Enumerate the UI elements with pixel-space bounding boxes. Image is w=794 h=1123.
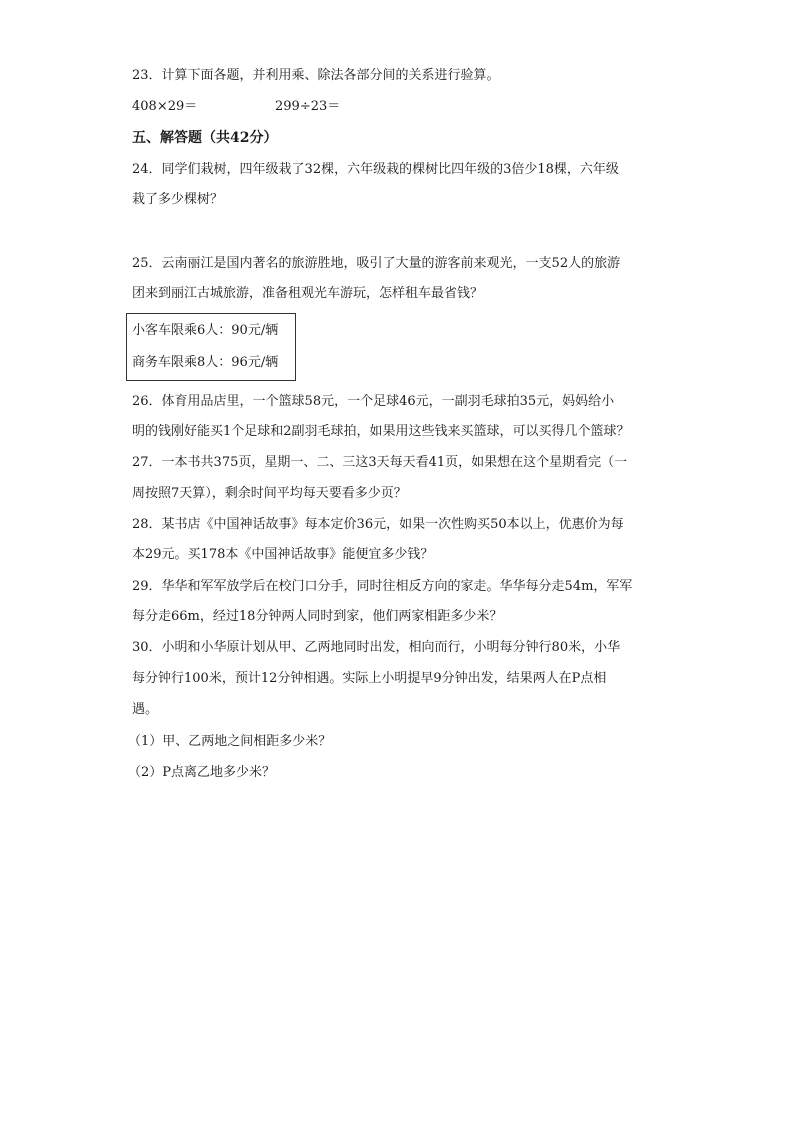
section-heading: 五、解答题（共42分） [132,130,278,146]
question-28-line-2: 本29元。买178本《中国神话故事》能便宜多少钱？ [132,547,434,562]
question-27-line-1: 27．一本书共375页，星期一、二、三这3天每天看41页，如果想在这个星期看完（一 [132,455,628,470]
question-23-calculations [132,99,532,115]
question-27-line-2: 周按照7天算），剩余时间平均每天要看多少页？ [132,486,407,501]
question-28-line-1: 28．某书店《中国神话故事》每本定价36元，如果一次性购买50本以上，优惠价为每 [132,517,624,532]
calc-expression-2: 299÷23＝ [275,99,341,114]
question-25-line-1: 25．云南丽江是国内著名的旅游胜地，吸引了大量的游客前来观光，一支52人的旅游 [132,256,621,271]
question-26-line-1: 26．体育用品店里，一个篮球58元，一个足球46元，一副羽毛球拍35元，妈妈给小 [132,394,615,409]
question-26-line-2: 明的钱刚好能买1个足球和2副羽毛球拍，如果用这些钱来买篮球，可以买得几个篮球？ [132,424,630,439]
question-24-line-1: 24．同学们栽树，四年级栽了32棵，六年级栽的棵树比四年级的3倍少18棵，六年级 [132,162,619,177]
question-30-line-2: 每分钟行100米，预计12分钟相遇。实际上小明提早9分钟出发，结果两人在P点相 [132,671,607,686]
question-30-sub-2: （2）P点离乙地多少米？ [128,765,276,780]
calc-expression-1: 408×29＝ [132,99,198,114]
question-24-line-2: 栽了多少棵树？ [132,192,224,207]
question-23-text: 23．计算下面各题，并利用乘、除法各部分间的关系进行验算。 [132,68,500,83]
question-29-line-1: 29．华华和军军放学后在校门口分手，同时往相反方向的家走。华华每分走54m，军军 [132,579,633,594]
question-30-line-1: 30．小明和小华原计划从甲、乙两地同时出发，相向而行，小明每分钟行80米，小华 [132,640,621,655]
question-29-line-2: 每分走66m，经过18分钟两人同时到家，他们两家相距多少米？ [132,609,503,624]
question-25-line-2: 团来到丽江古城旅游，准备租观光车游玩，怎样租车最省钱？ [132,286,484,301]
question-30-sub-1: （1）甲、乙两地之间相距多少米？ [128,734,332,749]
price-row-business-van: 商务车限乘8人：96元/辆 [132,355,279,370]
price-table-box [126,313,296,381]
question-30-line-3: 遇。 [132,702,159,717]
price-row-minibus: 小客车限乘6人：90元/辆 [132,323,279,338]
